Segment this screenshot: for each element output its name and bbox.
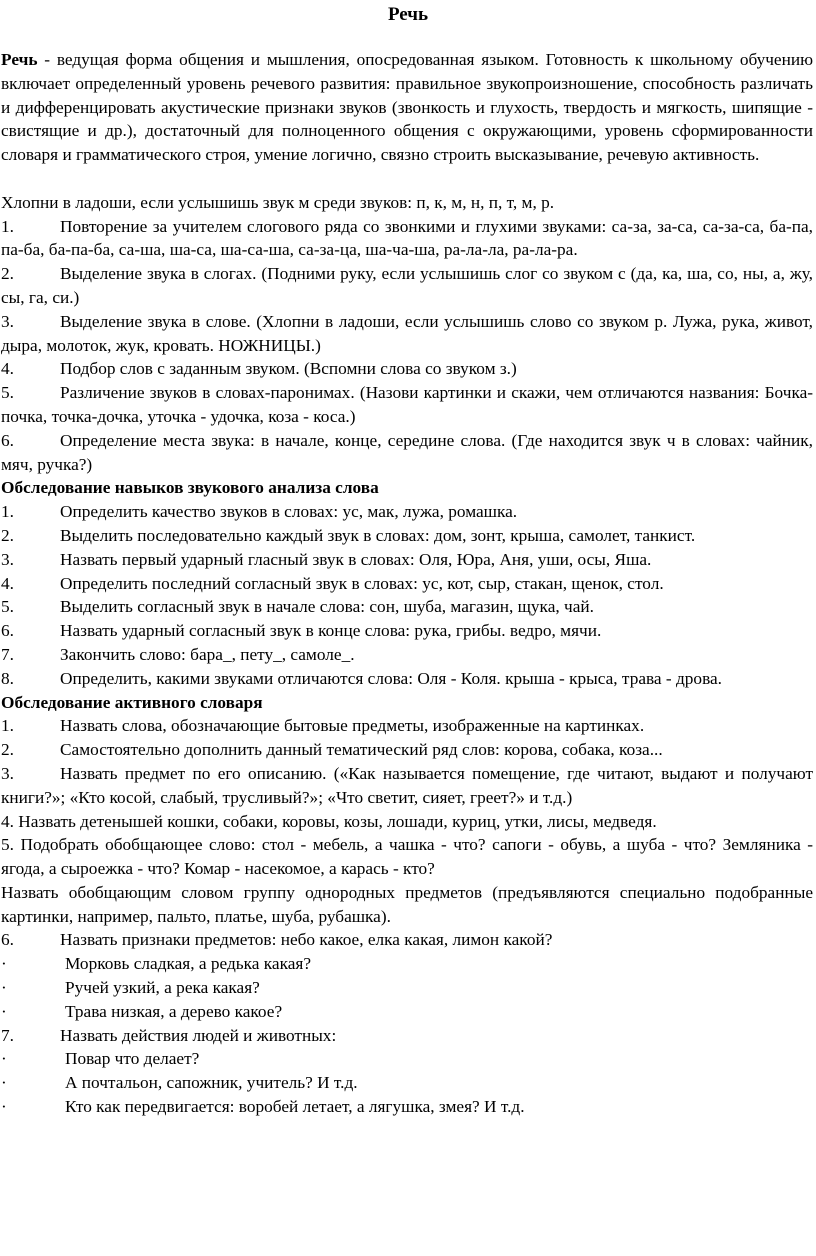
- item-number: 1.: [1, 716, 14, 736]
- list-item: 5. Подобрать обобщающее слово: стол - мебель, а чашка - что? сапоги - обувь, а шуба - что? Земляника - ягода, а сыроежка - что? Комар - насекомое, а карась - кто?: [1, 835, 813, 879]
- list-item: [1, 572, 813, 596]
- item-number: 4.: [1, 359, 14, 379]
- paragraph: Назвать обобщающим словом группу однородных предметов (предъявляются специально подобранные картинки, например, пальто, платье, шуба, рубашка).: [1, 882, 813, 926]
- bullet-item: [1, 1047, 813, 1071]
- item-text: Определение места звука: в начале, конце, середине слова. (Где находится звук ч в словах: чайник, мяч, ручка?): [1, 430, 813, 474]
- section-3-list: [1, 714, 813, 1119]
- bullet-mark: ·: [1, 954, 7, 974]
- bullet-mark: ·: [1, 978, 7, 998]
- list-item: [1, 762, 813, 810]
- section-1-list: [1, 215, 813, 477]
- item-text: Самостоятельно дополнить данный тематический ряд слов: корова, собака, коза...: [60, 740, 663, 760]
- list-item: [1, 500, 813, 524]
- item-number: 3.: [1, 549, 14, 569]
- item-number: 4.: [1, 573, 14, 593]
- bullet-text: Повар что делает?: [65, 1049, 200, 1069]
- bullet-mark: ·: [1, 1001, 7, 1021]
- item-text: Различение звуков в словах-паронимах. (Назови картинки и скажи, чем отличаются названия: Бочка-почка, точка-дочка, уточка - удочка, коза - коса.): [1, 383, 813, 426]
- list-item: [1, 310, 813, 358]
- bullet-mark: ·: [1, 1073, 7, 1093]
- list-item: [1, 738, 813, 762]
- list-item: 4. Назвать детенышей кошки, собаки, коровы, козы, лошади, куриц, утки, лисы, медведя.: [1, 811, 657, 831]
- bullet-mark: ·: [1, 1097, 7, 1117]
- item-text: Назвать признаки предметов: небо какое, елка какая, лимон какой?: [60, 930, 553, 950]
- item-number: 8.: [1, 668, 14, 688]
- intro-term: Речь: [1, 50, 38, 69]
- item-text: Выделение звука в слогах. (Подними руку, если услышишь слог со звуком с (да, ка, ша, со, ны, а, жу, сы, га, си.): [1, 264, 813, 307]
- item-number: 6.: [1, 930, 14, 950]
- bullet-item: [1, 1071, 813, 1095]
- item-number: 2.: [1, 264, 14, 284]
- item-number: 5.: [1, 597, 14, 617]
- item-number: 2.: [1, 525, 14, 545]
- list-item: [1, 595, 813, 619]
- blank-line: [1, 167, 813, 191]
- intro-text: - ведущая форма общения и мышления, опосредованная языком. Готовность к школьному обучению включает определенный уровень речевого развития: правильное звукопроизношение, способность различать и дифференцировать акустические признаки звуков (звонкость и глухость, твердость и мягкость, шипящие - свистящие и др.), достаточный для полноценного общения с окружающими, уровень сформированности словаря и грамматического строя, умение логично, связно строить высказывание, речевую активность.: [1, 50, 813, 165]
- bullet-item: [1, 952, 813, 976]
- bullet-item: [1, 976, 813, 1000]
- item-number: 6.: [1, 430, 14, 450]
- list-item: [1, 714, 813, 738]
- list-item: [1, 928, 813, 952]
- item-number: 6.: [1, 621, 14, 641]
- list-item: [1, 215, 813, 263]
- bullet-mark: ·: [1, 1049, 7, 1069]
- item-text: Подбор слов с заданным звуком. (Вспомни слова со звуком з.): [60, 359, 517, 379]
- item-text: Определить качество звуков в словах: ус, мак, лужа, ромашка.: [60, 502, 518, 522]
- list-item: [1, 357, 813, 381]
- item-text: Повторение за учителем слогового ряда со звонкими и глухими звуками: са-за, за-са, са-за-са, ба-па, па-ба, ба-па-ба, са-ша, ша-са, ша-са-ша, са-за-ца, ша-ча-ша, ра-ла-ла, ра-ла-ра.: [1, 216, 813, 260]
- bullet-item: [1, 1095, 813, 1119]
- item-text: Назвать ударный согласный звук в конце слова: рука, грибы. ведро, мячи.: [60, 621, 602, 641]
- item-text: Назвать слова, обозначающие бытовые предметы, изображенные на картинках.: [60, 716, 645, 736]
- section-2-list: [1, 500, 813, 690]
- bullet-text: Ручей узкий, а река какая?: [65, 978, 260, 998]
- list-item: [1, 1024, 813, 1048]
- list-item: [1, 667, 813, 691]
- item-text: Выделить согласный звук в начале слова: сон, шуба, магазин, щука, чай.: [60, 597, 594, 617]
- item-text: Назвать первый ударный гласный звук в словах: Оля, Юра, Аня, уши, осы, Яша.: [60, 549, 652, 569]
- list-item: [1, 619, 813, 643]
- list-item: [1, 643, 813, 667]
- bullet-item: [1, 1000, 813, 1024]
- item-number: 2.: [1, 740, 14, 760]
- item-text: Назвать действия людей и животных:: [60, 1025, 337, 1045]
- bullet-text: А почтальон, сапожник, учитель? И т.д.: [65, 1073, 358, 1093]
- item-text: Выделение звука в слове. (Хлопни в ладоши, если услышишь слово со звуком р. Лужа, рука, живот, дыра, молоток, жук, кровать. НОЖНИЦЫ.): [1, 311, 813, 355]
- item-number: 1.: [1, 216, 14, 236]
- list-item: [1, 381, 813, 429]
- bullet-text: Трава низкая, а дерево какое?: [65, 1001, 283, 1021]
- item-number: 1.: [1, 502, 14, 522]
- item-number: 7.: [1, 1025, 14, 1045]
- item-text: Назвать предмет по его описанию. («Как называется помещение, где читают, выдают и получают книги?»; «Кто косой, слабый, трусливый?»; «Что светит, сияет, греет?» и т.д.): [1, 763, 813, 807]
- item-number: 5.: [1, 383, 14, 403]
- list-item: [1, 262, 813, 310]
- exercise-intro: Хлопни в ладоши, если услышишь звук м среди звуков: п, к, м, н, п, т, м, р.: [1, 192, 555, 212]
- bullet-text: Кто как передвигается: воробей летает, а лягушка, змея? И т.д.: [65, 1097, 525, 1117]
- document-body: [1, 48, 813, 1119]
- item-number: 3.: [1, 763, 14, 783]
- item-text: Определить последний согласный звук в словах: ус, кот, сыр, стакан, щенок, стол.: [60, 573, 664, 593]
- bullet-text: Морковь сладкая, а редька какая?: [65, 954, 311, 974]
- item-text: Закончить слово: бара_, пету_, самоле_.: [60, 644, 355, 664]
- item-text: Определить, какими звуками отличаются слова: Оля - Коля. крыша - крыса, трава - дрова.: [60, 668, 722, 688]
- item-number: 7.: [1, 644, 14, 664]
- list-item: [1, 548, 813, 572]
- list-item: [1, 524, 813, 548]
- intro-paragraph: [1, 48, 813, 167]
- item-number: 3.: [1, 311, 14, 331]
- section-heading-active-vocabulary: Обследование активного словаря: [1, 692, 263, 712]
- page-title: Речь: [387, 4, 429, 25]
- section-heading-sound-analysis: Обследование навыков звукового анализа слова: [1, 478, 379, 498]
- item-text: Выделить последовательно каждый звук в словах: дом, зонт, крыша, самолет, танкист.: [60, 525, 696, 545]
- list-item: [1, 429, 813, 477]
